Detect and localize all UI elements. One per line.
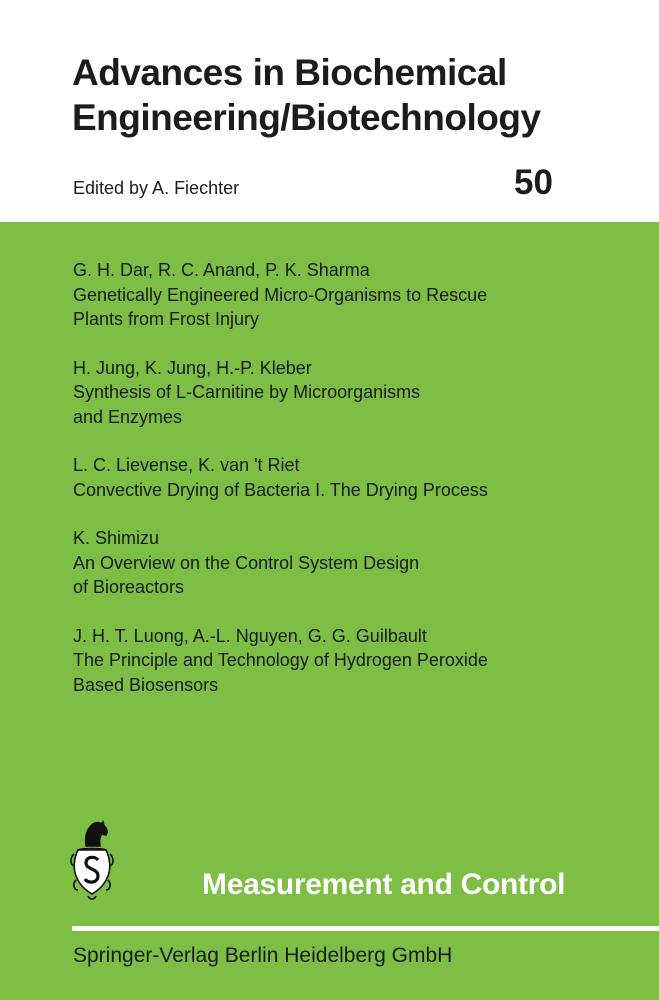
entry-authors: J. H. T. Luong, A.-L. Nguyen, G. G. Guilbault — [73, 625, 427, 646]
contents-entry — [73, 624, 643, 698]
series-title-line-1: Advances in Biochemical — [72, 52, 507, 93]
table-of-contents — [73, 258, 643, 721]
series-title-line-2: Engineering/Biotechnology — [72, 97, 541, 138]
entry-title-line-2: Based Biosensors — [73, 674, 219, 695]
volume-subtitle: Measurement and Control — [202, 868, 566, 901]
entry-title-line-2: of Bioreactors — [73, 577, 185, 597]
contents-entry — [73, 356, 643, 430]
divider-rule — [72, 926, 659, 931]
entry-title-line-1: Convective Drying of Bacteria I. The Drying Process — [73, 479, 488, 500]
entry-title-line-2: Plants from Frost Injury — [73, 309, 260, 329]
contents-entry — [73, 526, 643, 600]
entry-authors: L. C. Lievense, K. van 't Riet — [73, 455, 300, 475]
cover-header — [0, 0, 659, 222]
series-title — [72, 50, 541, 140]
editor-credit: Edited by A. Fiechter — [73, 178, 240, 198]
entry-title-line-1: An Overview on the Control System Design — [73, 552, 420, 573]
contents-entry — [73, 453, 643, 502]
entry-title-line-1: The Principle and Technology of Hydrogen Peroxide — [73, 650, 488, 670]
publisher-name: Springer-Verlag Berlin Heidelberg GmbH — [73, 944, 453, 967]
entry-authors: K. Shimizu — [73, 528, 160, 548]
contents-entry — [73, 258, 643, 332]
springer-knight-logo-icon — [64, 818, 120, 904]
entry-title-line-1: Genetically Engineered Micro-Organisms to Rescue — [73, 284, 488, 305]
entry-authors: G. H. Dar, R. C. Anand, P. K. Sharma — [73, 260, 370, 280]
entry-authors: H. Jung, K. Jung, H.-P. Kleber — [73, 357, 312, 378]
entry-title-line-2: and Enzymes — [73, 406, 183, 427]
entry-title-line-1: Synthesis of L-Carnitine by Microorganisms — [73, 382, 421, 402]
volume-number: 50 — [514, 163, 553, 202]
